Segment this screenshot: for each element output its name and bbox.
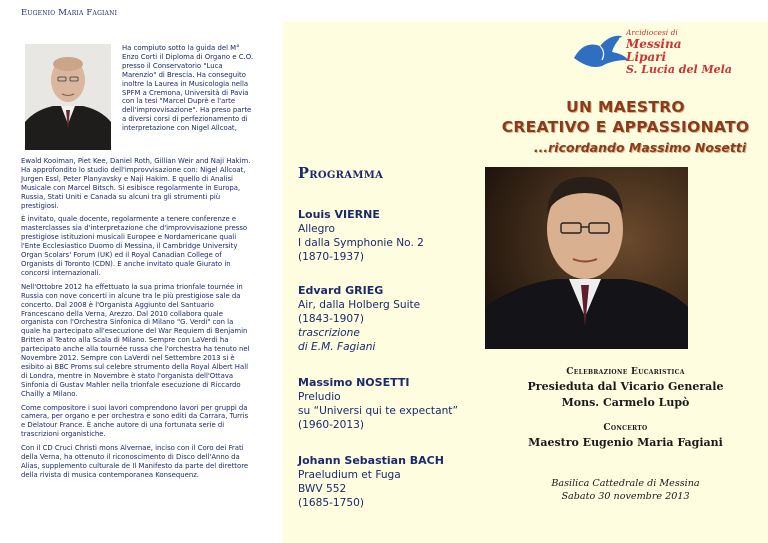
celebration-label: Celebrazione Eucaristica [566, 367, 685, 377]
bio-paragraph-composer: Come compositore i suoi lavori comprendono lavori per gruppi da camera, per organo e per orchestra e sono editi da Carrara, Turris e Delatour France. È anche autore di una fortunata serie di trascrizioni organistiche. [21, 403, 249, 439]
bio-paragraph-cd: Con il CD Cruci Christi mons Alvernae, inciso con il Coro dei Frati della Verna, ha ottenuto il riconoscimento di Disco dell'Anno da Alias, supplemento culturale de Il Manifesto da parte del direttore della rivista di musica contemporanea Konsequenz. [21, 444, 249, 479]
program-piece [298, 284, 420, 354]
composer-name: Johann Sebastian BACH [298, 454, 444, 467]
program-piece [298, 376, 458, 432]
piece-line: I dalla Symphonie No. 2 [298, 237, 424, 249]
celebrant-name: Mons. Carmelo Lupò [561, 396, 690, 409]
composer-name: Louis VIERNE [298, 208, 380, 221]
venue-name: Basilica Cattedrale di Messina [551, 478, 700, 489]
piece-line: Preludio [298, 391, 341, 403]
nosetti-portrait [485, 167, 688, 349]
logo-line-2: Messina [626, 37, 682, 51]
bio-intro [122, 44, 254, 138]
piece-line: su “Universi qui te expectant” [298, 405, 458, 417]
composer-name: Edvard GRIEG [298, 284, 384, 297]
cover-title-line-2: CREATIVO E APPASSIONATO [501, 118, 750, 136]
cover-subtitle: ...ricordando Massimo Nosetti [533, 140, 747, 155]
composer-dates: (1843-1907) [298, 313, 365, 325]
performer-name: Maestro Eugenio Maria Fagiani [528, 436, 723, 449]
program-piece [298, 208, 424, 264]
bio-photo [25, 44, 111, 150]
bio-name: Eugenio Maria Fagiani [21, 8, 118, 18]
presided-line: Presieduta dal Vicario Generale [527, 380, 724, 393]
piece-note: trascrizione [298, 327, 360, 339]
bio-paragraph-teaching: È invitato, quale docente, regolarmente a tenere conferenze e masterclasses sia d'interpretazione che d'improvvisazione presso prestigiose istituzioni musicali Europee e Nordamericane quali l'Ente Ecclesiastico Duomo di Messina, il Cambridge University Organ Scolars' Forum (UK) ed il Royal Canadian College of Organists di Toronto (CDN). E anche invitato quale Giurato in concorsi internazionali. [21, 215, 248, 277]
piece-line: Praeludium et Fuga [298, 469, 401, 481]
piece-line: Allegro [298, 223, 335, 235]
portrait-image [485, 167, 688, 349]
cover-title-line-1: UN MAESTRO [566, 98, 685, 116]
composer-dates: (1685-1750) [298, 497, 365, 509]
composer-dates: (1960-2013) [298, 419, 365, 431]
diocese-logo [570, 28, 760, 78]
program-piece [298, 454, 444, 510]
bio-portrait-image [25, 44, 111, 150]
program-title: Programma [298, 165, 384, 182]
logo-line-3: Lipari [626, 50, 667, 64]
bio-intro-continued: Ewald Kooiman, Piet Kee, Daniel Roth, Gillian Weir and Naji Hakim. Ha approfondito lo studio dell'improvvisazione con: Nigel Allcoat, Jurgen Essl, Peter Planyavsky e Naji Hakim. E quello di Analisi Musicale con Marcel Bitsch. Si esibisce regolarmente in Europa, Russia, Stati Uniti e Canada su alcuni tra gli strumenti più prestigiosi. [21, 157, 251, 210]
piece-line: Air, dalla Holberg Suite [298, 299, 421, 311]
bio-body [21, 157, 253, 485]
bio-paragraph-career: Nell'Ottobre 2012 ha effettuato la sua prima trionfale tournée in Russia con nove concerti in alcune tra le più prestigiose sale da concerto. Dal 2008 è l'Organista Aggiunto del Santuario Francescano della Verna, Arezzo. Dal 2010 collabora quale organista con l'Orchestra Sinfonica di Milano "G. Verdi" con la quale ha partecipato all'esecuzione del War Requiem di Benjamin Britten al Teatro alla Scala di Milano. Sempre con LaVerdi ha partecipato anche alla tournée russa che l'orchestra ha tenuto nel Novembre 2012. Sempre con LaVerdi nel Settembre 2013 si è esibito ai BBC Proms sul celebre strumento della Royal Albert Hall di Londra, mentre in Novembre è stato l'organista dell'Ottava Sinfonia di Gustav Mahler nella trionfale esecuzione di Riccardo Chailly a Milano. [21, 282, 250, 398]
logo-line-4: S. Lucia del Mela [626, 63, 732, 76]
concert-label: Concerto [603, 423, 648, 433]
dove-icon [570, 30, 630, 76]
composer-name: Massimo NOSETTI [298, 376, 410, 389]
piece-note: di E.M. Fagiani [298, 341, 376, 353]
event-date: Sabato 30 novembre 2013 [561, 491, 690, 502]
composer-dates: (1870-1937) [298, 251, 365, 263]
bio-intro-text: Ha compiuto sotto la guida del M° Enzo Corti il Diploma di Organo e C.O. presso il Conservatorio "Luca Marenzio" di Brescia. Ha conseguito inoltre la Laurea in Musicologia nella SPFM a Cremona, Università di Pavia con la tesi "Marcel Duprè e l'arte dell'improvvisazione". Ha preso parte a diversi corsi di perfezionamento di interpretazione con Nigel Allcoat, [122, 44, 254, 133]
logo-line-1: Arcidiocesi di [626, 28, 678, 37]
piece-line: BWV 552 [298, 483, 347, 495]
